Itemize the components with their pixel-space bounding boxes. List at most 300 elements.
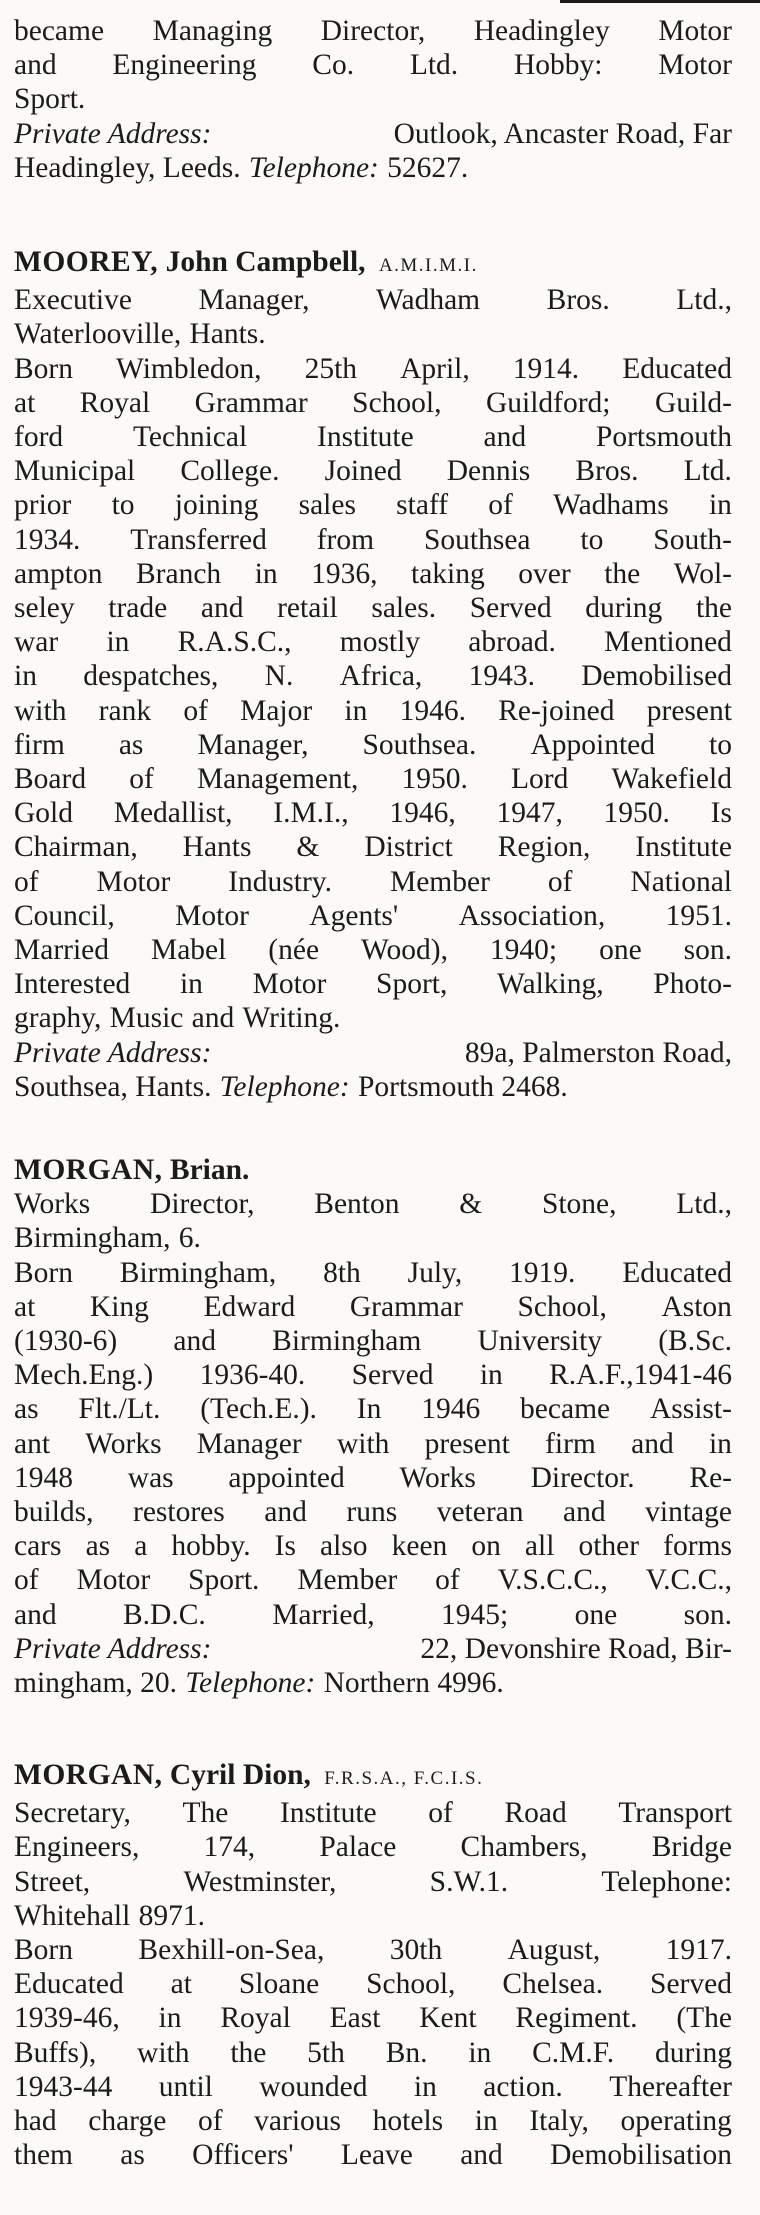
word: in	[413, 2070, 437, 2103]
word: Grammar	[349, 1290, 463, 1323]
word: Mech.Eng.)	[14, 1359, 154, 1392]
word: of	[197, 2105, 223, 2138]
word: and	[14, 1598, 57, 1631]
qualifications: A.M.I.M.I.	[378, 255, 478, 276]
word: Hants	[182, 831, 252, 864]
word: Institute	[635, 831, 732, 864]
word: School,	[517, 1290, 607, 1323]
text-line	[14, 420, 732, 454]
word: Born	[14, 1256, 73, 1289]
word: Southsea.	[362, 728, 477, 761]
word: Chairman,	[14, 831, 138, 864]
word: Lord	[510, 763, 569, 796]
word: of	[14, 865, 39, 898]
word: V.C.C.,	[645, 1564, 732, 1597]
word: staff	[396, 489, 449, 522]
word: in	[14, 660, 37, 693]
word: 1917.	[665, 1934, 732, 1967]
word: Served	[351, 1359, 434, 1392]
word: to	[709, 728, 732, 761]
entry-heading	[14, 245, 732, 283]
entry-morgan-brian	[14, 1153, 732, 1700]
word: 1943-44	[14, 2070, 113, 2103]
word: mostly	[339, 626, 421, 659]
word: and	[191, 1002, 235, 1035]
word: College.	[180, 455, 280, 488]
word: 30th	[389, 1934, 443, 1967]
word: 1936-40.	[199, 1359, 306, 1392]
text-line	[14, 1865, 732, 1899]
word: Palace	[319, 1831, 397, 1864]
word: the	[230, 2036, 267, 2069]
word: 1947,	[496, 797, 563, 830]
word: with	[336, 1427, 390, 1460]
word: Demobilisation	[550, 2139, 732, 2172]
word: Birmingham,	[14, 1222, 171, 1255]
word: of	[488, 489, 513, 522]
word: Dennis	[446, 455, 531, 488]
word: Bn.	[385, 2036, 428, 2069]
text-line	[14, 694, 732, 728]
word: 1950.	[401, 763, 468, 796]
word: 8th	[323, 1256, 361, 1289]
text-line	[14, 1392, 732, 1426]
text-line	[14, 386, 732, 420]
word: (née	[268, 934, 320, 967]
word: and	[173, 1325, 216, 1358]
text-line	[14, 830, 732, 864]
text-line	[14, 2036, 732, 2070]
entry-heading	[14, 1153, 732, 1187]
word: wounded	[259, 2070, 368, 2103]
word: trade	[108, 592, 168, 625]
word: until	[158, 2070, 213, 2103]
word: with	[14, 694, 67, 727]
entry-morgan-cyril	[14, 1758, 732, 2172]
word: Mentioned	[604, 626, 732, 659]
word: son.	[683, 1598, 732, 1631]
text-line	[14, 488, 732, 522]
word: in	[179, 968, 203, 1001]
text-line	[14, 967, 732, 1001]
word: abroad.	[468, 626, 556, 659]
address-line	[14, 1036, 732, 1070]
word: East	[329, 2002, 381, 2035]
word: C.M.F.	[532, 2036, 615, 2069]
text-line	[14, 1563, 732, 1597]
word: Is	[710, 797, 732, 830]
word: Medallist,	[113, 797, 233, 830]
text-line	[14, 796, 732, 830]
text-line	[14, 1899, 732, 1933]
word: S.W.1.	[429, 1865, 509, 1898]
word: on	[471, 1530, 501, 1563]
word: Technical	[132, 421, 248, 454]
word: Wood),	[361, 934, 448, 967]
word: Industry.	[228, 865, 333, 898]
given-names: Brian.	[169, 1154, 250, 1186]
word: the	[695, 592, 732, 625]
private-address-label: Private Address:	[14, 117, 212, 150]
word: Kent	[419, 2002, 477, 2035]
word: Hants.	[189, 318, 266, 351]
word: Whitehall	[14, 1899, 131, 1932]
word: despatches,	[83, 660, 219, 693]
word: Municipal	[14, 455, 136, 488]
word: Bros.	[546, 284, 610, 317]
word: Ltd.,	[676, 284, 732, 317]
word: Region,	[497, 831, 591, 864]
text-line	[14, 659, 732, 693]
word: Born	[14, 352, 73, 385]
word: Birmingham	[272, 1325, 422, 1358]
word: taking	[411, 557, 485, 590]
word: also	[320, 1530, 368, 1563]
word: Married,	[272, 1598, 375, 1631]
private-address-text: 22, Devonshire Road, Bir-	[420, 1632, 732, 1665]
private-address-label: Private Address:	[14, 1036, 212, 1069]
word: Transferred	[130, 523, 267, 556]
given-names: John Campbell,	[165, 246, 366, 278]
word: Bexhill-on-Sea,	[138, 1934, 325, 1967]
word: 1943.	[468, 660, 535, 693]
word: Branch	[136, 557, 222, 590]
text-line	[14, 14, 732, 48]
word: &	[459, 1188, 483, 1221]
word: Portsmouth	[595, 421, 732, 454]
text-line	[14, 317, 732, 351]
word: Italy,	[529, 2105, 589, 2138]
word: Wakefield	[611, 763, 732, 796]
word: Wol-	[673, 557, 732, 590]
word: 1934.	[14, 523, 81, 556]
word: Southsea	[423, 523, 531, 556]
word: of	[129, 763, 154, 796]
text-line	[14, 2001, 732, 2035]
word: in	[479, 1359, 503, 1392]
text-line	[14, 865, 732, 899]
word: School,	[352, 386, 442, 419]
telephone-number: 52627.	[387, 151, 469, 184]
word: veteran	[436, 1496, 524, 1529]
word: Works	[85, 1427, 162, 1460]
word: Major	[240, 694, 313, 727]
word: V.S.C.C.,	[497, 1564, 608, 1597]
given-names: Cyril Dion,	[169, 1759, 311, 1791]
text-line	[14, 1529, 732, 1563]
word: action.	[483, 2070, 563, 2103]
text-line	[14, 1256, 732, 1290]
text-line	[14, 2104, 732, 2138]
word: Director,	[320, 15, 426, 47]
word: at	[14, 1290, 36, 1323]
text-line	[14, 762, 732, 796]
address-line	[14, 151, 732, 185]
word: Hobby:	[513, 49, 603, 82]
word: Motor	[252, 968, 327, 1001]
word: one	[574, 1598, 618, 1631]
word: Engineering	[112, 49, 257, 82]
text-line	[14, 557, 732, 591]
text-line	[14, 1290, 732, 1324]
word: rank	[98, 694, 152, 727]
address-text: Southsea, Hants.	[14, 1070, 212, 1103]
word: Board	[14, 763, 87, 796]
word: Motor	[175, 899, 249, 932]
telephone-label: Telephone:	[185, 1667, 316, 1700]
word: 1951.	[665, 899, 732, 932]
word: 1950.	[603, 797, 670, 830]
text-line	[14, 82, 732, 116]
word: 1919.	[509, 1256, 576, 1289]
word: (B.Sc.	[658, 1325, 732, 1358]
word: Married	[14, 934, 110, 967]
word: as	[120, 2139, 145, 2172]
word: Educated	[622, 352, 732, 385]
word: Manager,	[197, 728, 309, 761]
word: cars	[14, 1530, 62, 1563]
word: Member	[297, 1564, 398, 1597]
word: Mabel	[150, 934, 227, 967]
word: Educated	[14, 1968, 124, 2001]
telephone-label: Telephone:	[248, 151, 379, 184]
word: (Tech.E.).	[200, 1393, 317, 1426]
word: Sport,	[376, 968, 448, 1001]
word: war	[14, 626, 59, 659]
word: hotels	[372, 2105, 444, 2138]
word: King	[89, 1290, 149, 1323]
word: Street,	[14, 1865, 91, 1898]
word: Management,	[196, 763, 359, 796]
word: Africa,	[339, 660, 423, 693]
word: Appointed	[530, 728, 655, 761]
text-line	[14, 454, 732, 488]
word: Photo-	[653, 968, 732, 1001]
word: Director,	[150, 1188, 255, 1221]
word: graphy,	[14, 1002, 102, 1035]
word: Motor	[76, 1564, 151, 1597]
word: hobby.	[171, 1530, 251, 1563]
word: retail	[277, 592, 338, 625]
word: R.A.F.,1941-46	[549, 1359, 732, 1392]
word: 1945;	[441, 1598, 509, 1631]
word: Bridge	[651, 1831, 732, 1864]
word: &	[296, 831, 320, 864]
word: at	[170, 1968, 192, 2001]
word: Born	[14, 1934, 73, 1967]
text-line	[14, 933, 732, 967]
word: Joined	[324, 455, 402, 488]
text-line	[14, 1427, 732, 1461]
word: firm	[14, 728, 65, 761]
word: keen	[391, 1530, 448, 1563]
word: 1940;	[489, 934, 558, 967]
word: Benton	[314, 1188, 400, 1221]
word: Assist-	[649, 1393, 732, 1426]
word: University	[477, 1325, 603, 1358]
word: 1936,	[311, 557, 378, 590]
word: Writing.	[242, 1002, 341, 1035]
word: Institute	[317, 421, 414, 454]
address-text: mingham, 20.	[14, 1667, 178, 1700]
word: Westminster,	[183, 1865, 337, 1898]
text-line	[14, 1461, 732, 1495]
word: as	[85, 1530, 111, 1563]
word: Demobilised	[581, 660, 732, 693]
address-line	[14, 1632, 732, 1666]
word: to	[111, 489, 135, 522]
word: 1914.	[512, 352, 580, 385]
word: Thereafter	[609, 2070, 732, 2103]
word: Guild-	[654, 386, 732, 419]
word: one	[599, 934, 642, 967]
private-address-text: 89a, Palmerston Road,	[464, 1036, 732, 1069]
word: Managing	[152, 15, 273, 47]
word: (The	[676, 2002, 732, 2035]
word: Walking,	[497, 968, 604, 1001]
word: forms	[663, 1530, 732, 1563]
word: seley	[14, 592, 75, 625]
word: Interested	[14, 968, 131, 1001]
text-line	[14, 1796, 732, 1830]
word: Transport	[618, 1797, 732, 1830]
telephone-label: Telephone:	[219, 1070, 350, 1103]
word: Bros.	[575, 455, 639, 488]
word: The	[182, 1797, 229, 1830]
word: as	[118, 728, 144, 761]
text-line	[14, 2138, 732, 2172]
word: restores	[133, 1496, 225, 1529]
word: to	[580, 523, 604, 556]
text-line	[14, 1967, 732, 2001]
word: ampton	[14, 557, 103, 590]
word: became	[14, 15, 105, 47]
word: present	[646, 694, 732, 727]
word: District	[364, 831, 453, 864]
word: Manager,	[198, 284, 310, 317]
word: Buffs),	[14, 2036, 97, 2069]
word: Wadhams	[553, 489, 669, 522]
address-line	[14, 1070, 732, 1104]
word: Telephone:	[601, 1865, 732, 1898]
word: and	[14, 49, 57, 82]
surname: MORGAN,	[14, 1759, 163, 1791]
word: Gold	[14, 797, 73, 830]
word: had	[14, 2105, 57, 2138]
qualifications: F.R.S.A., F.C.I.S.	[324, 1768, 484, 1789]
word: July,	[407, 1256, 463, 1289]
text-line	[14, 352, 732, 386]
surname: MOOREY,	[14, 246, 159, 278]
word: Association,	[458, 899, 606, 932]
private-address-label: Private Address:	[14, 1632, 212, 1665]
word: Road	[504, 1797, 567, 1830]
word: 1946.	[399, 694, 466, 727]
word: all	[524, 1530, 555, 1563]
word: present	[424, 1427, 510, 1460]
word: during	[585, 592, 663, 625]
word: and	[483, 421, 527, 454]
word: with	[137, 2036, 190, 2069]
word: Regiment.	[515, 2002, 638, 2035]
word: appointed	[228, 1461, 345, 1494]
word: Headingley	[473, 15, 610, 47]
text-line	[14, 283, 732, 317]
text-line	[14, 1187, 732, 1221]
word: Served	[469, 592, 552, 625]
word: in	[158, 2002, 182, 2035]
word: Stone,	[541, 1188, 617, 1221]
word: Re-	[689, 1461, 732, 1494]
word: other	[578, 1530, 640, 1563]
word: Director.	[530, 1461, 635, 1494]
word: and	[460, 2139, 503, 2172]
word: Flt./Lt.	[78, 1393, 161, 1426]
word: Secretary,	[14, 1797, 131, 1830]
word: 6.	[178, 1222, 201, 1255]
surname: MORGAN,	[14, 1154, 163, 1186]
text-line	[14, 1358, 732, 1392]
text-line	[14, 2070, 732, 2104]
word: of	[435, 1564, 460, 1597]
text-line	[14, 48, 732, 82]
entry-moorey	[14, 245, 732, 1104]
text-line	[14, 523, 732, 557]
word: in	[468, 2036, 492, 2069]
word: joining	[174, 489, 259, 522]
word: prior	[14, 489, 72, 522]
top-rule	[560, 0, 760, 3]
word: Educated	[622, 1256, 732, 1289]
word: Royal	[79, 386, 151, 419]
word: South-	[653, 523, 732, 556]
word: Chambers,	[460, 1831, 588, 1864]
word: of	[547, 865, 573, 898]
word: Ltd.	[409, 49, 459, 82]
word: In	[356, 1393, 382, 1426]
word: Served	[650, 1968, 732, 2001]
word: operating	[620, 2105, 732, 2138]
word: Chelsea.	[502, 1968, 604, 2001]
word: Re-joined	[498, 694, 615, 727]
text-line	[14, 1598, 732, 1632]
word: and	[264, 1496, 307, 1529]
word: vintage	[645, 1496, 732, 1529]
word: during	[654, 2036, 732, 2069]
word: in	[106, 626, 130, 659]
word: the	[604, 557, 641, 590]
word: of	[14, 1564, 39, 1597]
word: and	[563, 1496, 606, 1529]
word: in	[708, 489, 732, 522]
word: ford	[14, 421, 64, 454]
word: became	[520, 1393, 611, 1426]
word: Music	[109, 1002, 184, 1035]
word: Guildford;	[485, 386, 611, 419]
address-line	[14, 1666, 732, 1700]
word: from	[316, 523, 375, 556]
word: 8971.	[138, 1899, 205, 1932]
word: Co.	[312, 49, 355, 82]
word: and	[631, 1427, 674, 1460]
word: April,	[400, 352, 470, 385]
word: Edward	[203, 1290, 296, 1323]
word: in	[344, 694, 368, 727]
word: runs	[346, 1496, 398, 1529]
word: (1930-6)	[14, 1325, 118, 1358]
word: Waterlooville,	[14, 318, 182, 351]
word: Institute	[279, 1797, 377, 1830]
